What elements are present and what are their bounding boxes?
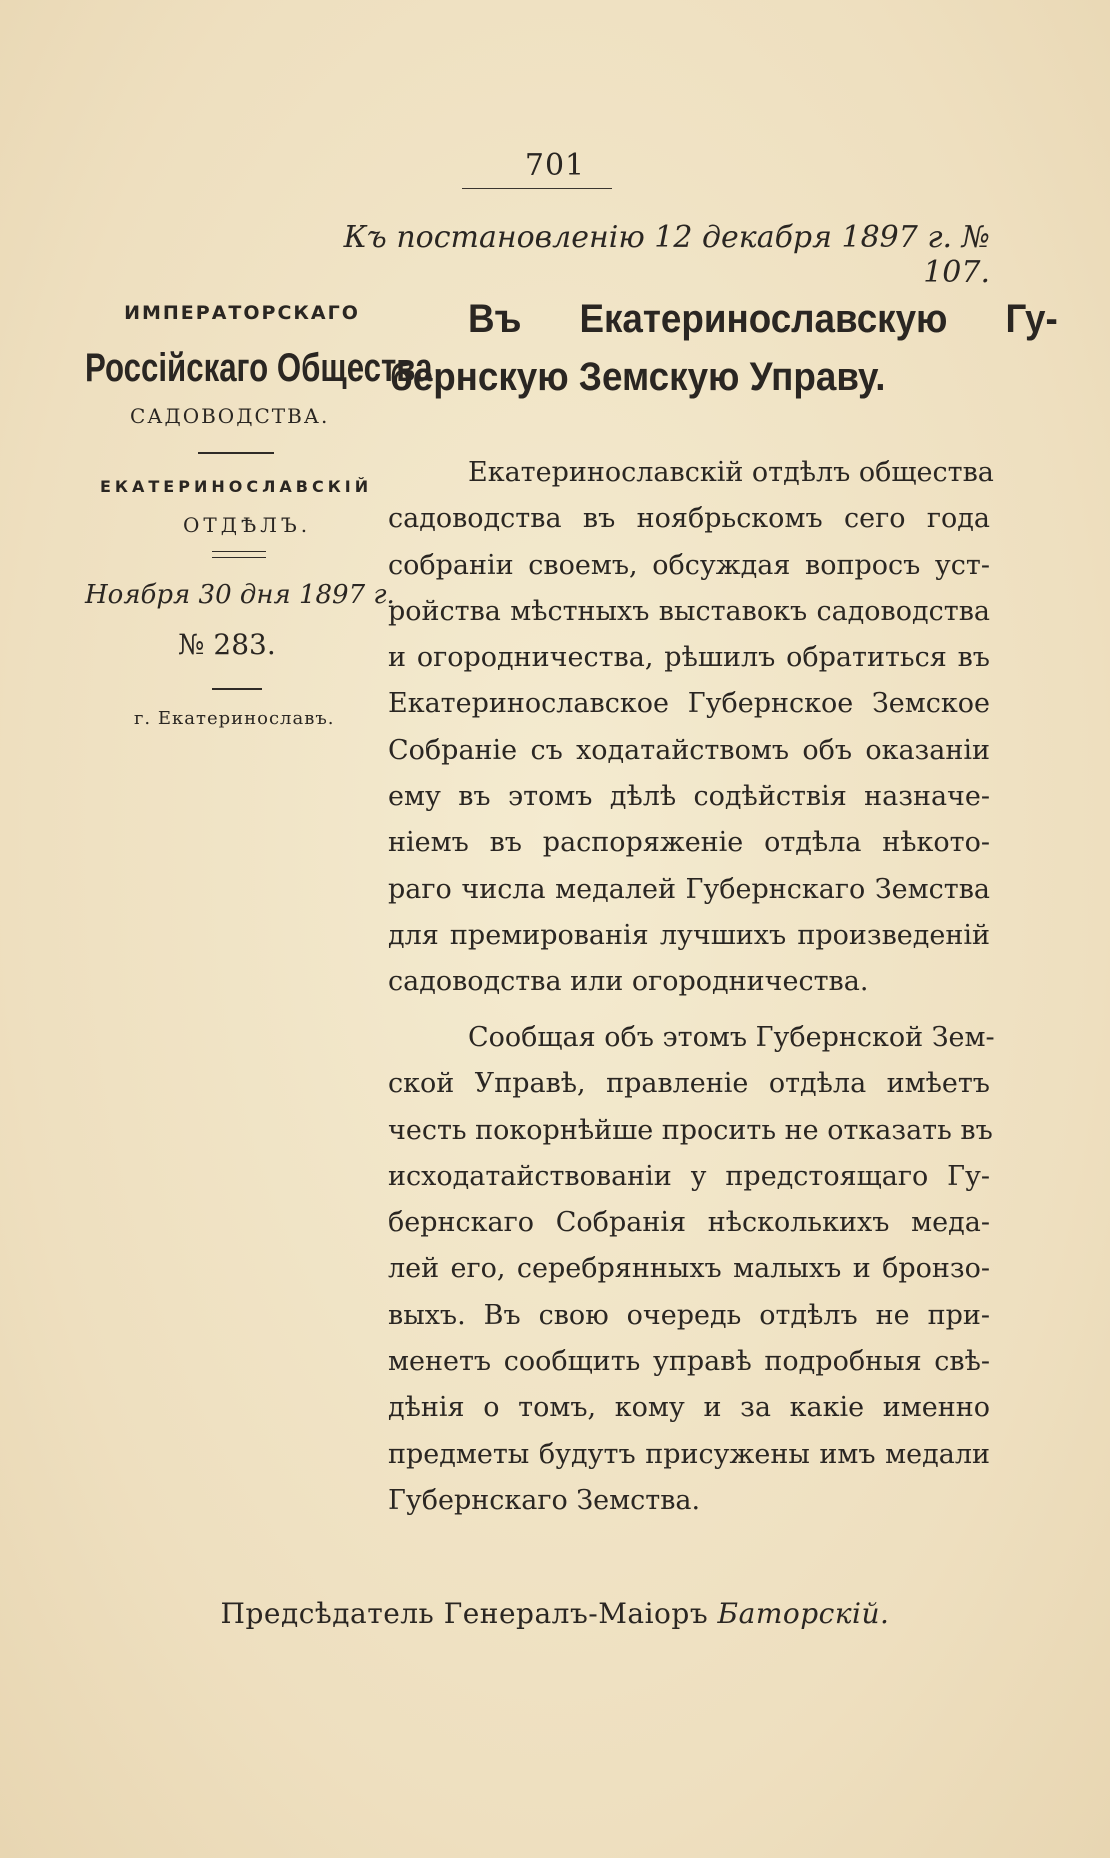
text-line: собраніи своемъ, обсуждая вопросъ уст- [388, 549, 990, 581]
text-line: садоводства въ ноябрьскомъ сего года [388, 503, 990, 535]
text-line: ніемъ въ распоряженіе отдѣла нѣкото- [388, 827, 990, 859]
signature-title: Предсѣдатель Генералъ-Маіоръ [220, 1597, 709, 1630]
letter-date: Ноября 30 дня 1897 г. [85, 580, 395, 610]
text-line: Губернскаго Земства. [388, 1484, 701, 1516]
page-number: 701 [524, 148, 586, 183]
text-line: садоводства или огородничества. [388, 966, 869, 998]
text-line: предметы будутъ присужены имъ медали [388, 1438, 990, 1470]
text-line: бернскаго Собранія нѣсколькихъ меда- [388, 1207, 990, 1239]
text-line: и огородничества, рѣшилъ обратиться въ [388, 642, 990, 674]
addressee-block [390, 290, 1058, 406]
divider-rule [198, 452, 274, 454]
text-line: ему въ этомъ дѣлѣ содѣйствія назначе- [388, 781, 990, 813]
dept-line-name: ЕКАТЕРИНОСЛАВСКІЙ [100, 477, 373, 496]
page-number-rule [462, 188, 612, 189]
text-line: менетъ сообщить управѣ подробныя свѣ- [388, 1346, 990, 1378]
divider-rule-short [212, 688, 262, 690]
addressee-line-1: Въ Екатеринославскую Гу- [468, 297, 1058, 341]
letter-number: № 283. [178, 628, 276, 661]
text-line: Собраніе съ ходатайствомъ объ оказаніи [388, 734, 990, 766]
text-line: раго числа медалей Губернскаго Земства [388, 873, 990, 905]
dept-line-department: ОТДѢЛЪ. [183, 513, 312, 537]
signature-line [0, 1597, 1110, 1630]
text-line: исходатайствованіи у предстоящаго Гу- [388, 1160, 990, 1192]
text-line: Екатеринославскій отдѣлъ общества [468, 457, 994, 488]
text-line: Сообщая объ этомъ Губернской Зем- [468, 1022, 995, 1053]
text-line: лей его, серебрянныхъ малыхъ и бронзо- [388, 1253, 990, 1285]
org-line-horticulture: САДОВОДСТВА. [130, 404, 330, 428]
double-rule-bottom [212, 557, 266, 558]
addressee-line-2: бернскую Земскую Управу. [390, 355, 886, 399]
org-line-imperial: ИМПЕРАТОРСКАГО [124, 302, 360, 324]
signature-name: Баторскій. [717, 1597, 890, 1630]
text-line: для премированія лучшихъ произведеній [388, 919, 990, 951]
text-line: Екатеринославское Губернское Земское [388, 688, 990, 720]
paragraph-1 [388, 450, 994, 1006]
org-line-society: Россійскаго Общества [85, 346, 433, 390]
resolution-reference: Къ постановленію 12 декабря 1897 г. № 107. [343, 220, 990, 290]
text-line: ройства мѣстныхъ выставокъ садоводства [388, 595, 990, 627]
paragraph-2 [388, 1015, 995, 1524]
double-rule-top [212, 551, 266, 552]
text-line: честь покорнѣйше просить не отказать въ [388, 1114, 993, 1146]
text-line: ской Управѣ, правленіе отдѣла имѣетъ [388, 1068, 990, 1100]
text-line: дѣнія о томъ, кому и за какіе именно [388, 1392, 990, 1424]
letter-city: г. Екатеринославъ. [134, 708, 335, 729]
text-line: выхъ. Въ свою очередь отдѣлъ не при- [388, 1299, 990, 1331]
